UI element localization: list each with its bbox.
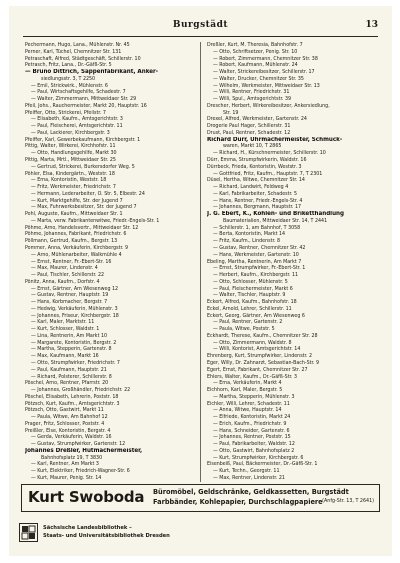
left-column [25, 42, 195, 482]
directory-entry: Eckert, Alfred, Kaufm., Bahnhofstr. 18 [207, 299, 297, 306]
directory-page [9, 6, 392, 556]
directory-entry: — Martha, Stepperin, Gartenstr. 8 [31, 346, 112, 353]
directory-entry: — Johannes, Friseur, Kirchbergstr. 18 [31, 312, 119, 319]
directory-entry: Ehlers, Walter, Kaufm., Dr.-Gäfß-Str. 3 [207, 373, 298, 380]
directory-entry: — Robert, Zimmermann, Chemnitzer Str. 38 [213, 55, 318, 62]
directory-entry: Bahnhofsplatz 19, T 3830 [41, 454, 103, 461]
directory-entry: — Margarete, Kontoristin, Bergstr. 2 [31, 339, 117, 346]
directory-entry: — Emil, Strickwirk., Mühlenstr. 6 [31, 82, 108, 89]
directory-entry: — Gustav, Rentner, Hauptstr. 19 [31, 292, 109, 299]
header-rule [23, 36, 378, 37]
directory-entry: — Willi, Kontorist, Amtsgerichtstr. 14 [213, 346, 301, 353]
directory-entry: — Paul, Fabrikarbeiter, Waldstr. 12 [213, 441, 295, 448]
directory-entry: — Lina, Rentnerin, Am Markt 10 [31, 332, 108, 339]
footer-line-2: Staats- und Universitätsbibliothek Dresden [43, 533, 170, 539]
directory-entry: Ebeling, Martha, Rentnerin, Am Markt 7 [207, 258, 302, 265]
directory-entry: — Hermann, Lederarbeiter, O. Str. 5, Elbestr. 24 [31, 190, 145, 197]
footer-line-1: Sächsische Landesbibliothek – [43, 525, 132, 531]
directory-entry: Richard Dürr, Uhrmachermeister, Schmuck- [207, 136, 343, 143]
directory-entry: — Willi, Rentner, Friedrichstr. 31 [213, 89, 290, 96]
page-title: Burgstädt [172, 20, 229, 30]
directory-entry: — Richard, H., Kürschnermeister, Schillerstr. 10 [213, 150, 326, 157]
directory-entry: — Otto, Zimmermann, Waldstr. 8 [213, 339, 292, 346]
directory-entry: Drescher, Herbert, Wirkereibesitzer, Ankersiedlung, [207, 102, 330, 109]
directory-entry: — Johannes, Bergmann, Hauptstr. 17 [213, 204, 302, 211]
directory-entry: — Hans, Rentner, Friedr.-Engels-Str. 4 [213, 197, 303, 204]
library-logo-icon [19, 523, 38, 542]
directory-entry: — Elfriede, Kontoristin, Markt 24 [213, 414, 291, 421]
directory-entry: Baumaterialien, Mittweidaer Str. 14, T 2441 [223, 217, 328, 224]
directory-entry: Eichler, Willi, Lehrer, Schadestr. 11 [207, 400, 290, 407]
directory-entry: — Paul, Wirtschaftsgehilfe, Schadestr. 7 [31, 89, 126, 96]
advert-line-1 [153, 488, 349, 496]
directory-entry: Pfeiffer, Karl, Gewerbekaufmann, Kirchbergstr. 1 [25, 136, 141, 143]
directory-entry: — Paul, Fleischermeister, Markt 6 [213, 285, 293, 292]
directory-entry: — Erna, Verkäuferin, Markt 4 [213, 380, 282, 387]
directory-entry: Dreßler, Kurt, M. Theresia, Bahnhofstr. 7 [207, 42, 303, 48]
directory-entry: Drust, Paul, Rentner, Schadestr. 12 [207, 129, 291, 136]
advert-brand: Kurt Swoboda [28, 488, 145, 506]
directory-entry: Pittig, Marta, Mrtl., Mittweidaer Str. 25 [25, 157, 116, 164]
directory-entry: — Bruno Dittrich, Sappenfabrikant, Anker- [25, 69, 159, 76]
directory-entry: — Martha, Stepperin, Mühlenstr. 3 [213, 393, 295, 400]
directory-entry: Pittig, Walter, Wirkerei, Kirchhofstr. 11 [25, 143, 116, 150]
directory-entry: — Anna, Witwe, Hauptstr. 14 [213, 407, 282, 414]
directory-entry: — Kurt, Strumpfwirker, Kirchbergstr. 6 [213, 454, 304, 461]
directory-entry: Pöschel, Elisabeth, Lehrerin, Poststr. 18 [25, 393, 119, 400]
directory-entry: — Gottfried, Fritz, Kaufm., Hauptstr. 7, T 2301 [213, 170, 323, 177]
directory-entry: Dürrbeck, Frieda, Kontoristin, Weststr. 3 [207, 163, 302, 170]
directory-entry: — Otto, Strumpfwirker, Friedrichstr. 7 [31, 359, 120, 366]
directory-entry: — Karl, Rentner, Am Markt 3 [31, 461, 99, 468]
directory-entry: — Gertrud, Strickerei, Burkersdorfer Weg. 5 [31, 163, 135, 170]
directory-entry: Pötzsch, Otto, Gastwirt, Markt 11 [25, 407, 104, 414]
directory-entry: Ehrenberg, Kurt, Strumpfwirker, Lindenstr. 2 [207, 353, 313, 360]
directory-entry: — Max, Maurer, Lindenstr. 4 [31, 265, 98, 272]
directory-entry: Pöschel, Arno, Rentner, Pfarrstr. 20 [25, 380, 109, 387]
directory-entry: — Herbert, Kaufm., Kirchbergstr. 11 [213, 272, 299, 279]
directory-entry: — Karl, Fabrikarbeiter, Schadestr. 5 [213, 190, 298, 197]
directory-entry: — Kurt, Marktgehilfe, Str. der Jugend 7 [31, 197, 123, 204]
directory-entry: — Paul, Rentner, Gartenstr. 2 [213, 319, 283, 326]
directory-entry: — Walter, Tischler, Hauptstr. 9 [213, 292, 286, 299]
directory-entry: Eisenbeiß, Paul, Bäckermeister, Dr.-Gäfß-Str. 1 [207, 461, 318, 468]
directory-entry: — Max, Rentner, Lindenstr. 21 [213, 475, 285, 481]
directory-entry: Drexel, Alfred, Werkmeister, Gartenstr. 24 [207, 116, 307, 123]
directory-entry: — Paul, Lackierer, Kirchbergstr. 3 [31, 129, 110, 136]
directory-entry: — Paul, Kaufmann, Hauptstr. 21 [31, 366, 107, 373]
directory-entry: Eckert, Georg, Gärtner, Am Wiesenweg 6 [207, 312, 305, 319]
directory-entry: Eckhardt, Therese, Kaufm., Chemnitzer Str. 28 [207, 332, 318, 339]
directory-entry: Johannes Dreßler, Hutmachermeister, [25, 447, 143, 454]
directory-entry: — Hans, Schneider, Gartenstr. 6 [213, 427, 290, 434]
directory-entry: — Elisabeth, Kaufm., Amtsgerichtstr. 3 [31, 116, 123, 123]
directory-entry: Eckel, Arnold, Lehrer, Schillerstr. 11 [207, 305, 292, 312]
directory-entry: Pohl, Auguste, Kaufm., Mittweidaer Str. 1 [25, 211, 123, 218]
directory-entry: Prager, Fritz, Schlosser, Poststr. 4 [25, 420, 105, 427]
directory-entry: — Otto, Gastwirt, Bahnhofsplatz 2 [213, 447, 295, 454]
directory-entry: — Paul, Fleischerei, Amtsgerichtstr. 11 [31, 123, 123, 130]
advert-address: (Anfg-Str. 13, T 2641) [322, 499, 374, 504]
directory-entry: — Ernst, Gärtner, Am Wiesenweg 12 [31, 285, 119, 292]
page-header [9, 20, 392, 34]
directory-entry: Pfeil, Johs., Rauchermeister, Markt 20, Hauptstr. 16 [25, 102, 147, 109]
directory-entry: Str. 19 [223, 109, 239, 116]
directory-entry: — Max, Kaufmann, Markt 16 [31, 353, 99, 360]
directory-entry: — Hans, Werkmeister, Gartenstr. 10 [213, 251, 299, 258]
directory-entry: — Walter, Drucker, Chemnitzer Str. 35 [213, 75, 304, 82]
directory-entry: — Wilhelm, Werkmeister, Mittweidaer Str. 13 [213, 82, 320, 89]
directory-entry: — Fritz, Kaufm., Lindenstr. 8 [213, 238, 280, 245]
directory-entry: Dürr, Emma, Strumpfwirkerin, Waldstr. 16 [207, 157, 307, 164]
directory-entry: — Erna, Kontoristin, Weststr. 18 [31, 177, 107, 184]
directory-entry: — Otto, Schlosser, Mühlenstr. 5 [213, 278, 288, 285]
library-footer [19, 522, 269, 548]
directory-entry: — Gustav, Rentner, Chemnitzer Str. 42 [213, 244, 306, 251]
directory-entry: — Kurt, Elektriker, Friedrich-Wagner-Str. 6 [31, 468, 130, 475]
directory-entry: Pechermann, Hugo, Lana., Mühlenstr. Nr. 45 [25, 42, 130, 48]
directory-entry: — Max, Fuhrwerksbesitzer, Str. der Jugend 7 [31, 204, 137, 211]
directory-entry: — Fritz, Werkmeister, Friedrichstr. 7 [31, 184, 116, 191]
directory-entry: — Paula, Witwe, Am Bahnhof 12 [31, 414, 108, 421]
directory-entry: — Paula, Witwe, Poststr. 5 [213, 326, 275, 333]
directory-entry: Eichhorn, Karl, Maler, Bergstr. 5 [207, 387, 283, 394]
directory-entry: — Kurt, Techn., Georgstr. 11 [213, 468, 280, 475]
directory-entry: — Otto, Handlungsgehilfe, Markt 30 [31, 150, 117, 157]
page-number: 13 [365, 20, 378, 30]
directory-entry: — Richard, Polsterer, Schillerstr. 8 [31, 373, 112, 380]
right-column [207, 42, 377, 482]
advert-line-2: Farbbänder, Kohlepapier, Durchschlagpapiere [153, 498, 323, 506]
directory-entry: waren, Markt 10, T 2865 [223, 143, 282, 150]
directory-entry: J. G. Ebert, K., Kohlen- und Briketthandlung [207, 211, 345, 218]
directory-entry: Pötzsch, Kurt, Kaufm., Amtsgerichtstr. 3 [25, 400, 120, 407]
directory-entry: — Paul, Tischler, Schillerstr. 22 [31, 272, 105, 279]
directory-entry: — Hedwig, Verkäuferin, Mühlenstr. 3 [31, 305, 118, 312]
directory-entry: — Berta, Kontoristin, Markt 14 [213, 231, 286, 238]
directory-entry: — Arno, Mühlenarbeiter, Walkmühle 4 [31, 251, 122, 258]
directory-entry: — Kurt, Schlosser, Waldstr. 1 [31, 326, 100, 333]
directory-entry: Düsel, Hertha, Witwe, Chemnitzer Str. 14 [207, 177, 305, 184]
directory-entry: — Marta, verw. Fabrikantenwitwe, Friedr.-Engels-Str. 1 [31, 217, 160, 224]
directory-entry: — Hans, Korbmacher, Bergstr. 7 [31, 299, 108, 306]
directory-entry: Pöhme, Johannes, Fabrikant, Friedrichstr. 6 [25, 231, 127, 238]
directory-entry: — Erich, Kaufm., Friedrichstr. 9 [213, 420, 287, 427]
advertisement [21, 484, 380, 512]
directory-entry: — Gustav, Strumpfwirker, Gartenstr. 12 [31, 441, 126, 448]
directory-entry: — Walter, Zimmermann, Mittweidaer Str. 29 [31, 96, 137, 103]
directory-entry: — Walter, Strickereibesitzer, Schillerstr. 17 [213, 69, 315, 76]
directory-entry: — Otto, Schriftsetzer, Penig. Str. 10 [213, 48, 298, 55]
directory-entry: Pönitz, Anna, Kaufm., Dorfstr. 4 [25, 278, 100, 285]
directory-entry: — Gerda, Verkäuferin, Waldstr. 16 [31, 434, 112, 441]
directory-entry: — Richard, Landwirt, Feldweg 4 [213, 184, 289, 191]
directory-entry: — Ernst, Strumpfwirker, Fr.-Ebert-Str. 1 [213, 265, 306, 272]
directory-entry: Petraschaft, Alfred, Städtgeschäft, Schillerstr. 10 [25, 55, 141, 62]
directory-entry: Pommer, Anna, Verkäuferin, Kirchbergstr. 9 [25, 244, 128, 251]
advert-line-1-right: Burgstädt [311, 488, 349, 496]
directory-entry: — Robert, Kaufmann, Mühlenstr. 24 [213, 62, 298, 69]
directory-entry: — Willi, Spul., Amtsgerichtstr. 39 [213, 96, 292, 103]
directory-entry: Pöhme, Arno, Handelsvertr., Mittweidaer Str. 12 [25, 224, 139, 231]
directory-entry: — Johannes, Rentner, Poststr. 15 [213, 434, 291, 441]
directory-entry: Drogerie Paul Hager, Schillerstr. 31 [207, 123, 291, 130]
column-divider [200, 42, 201, 482]
directory-entry: Preißler, Else, Kontoristin, Bergstr. 4 [25, 427, 111, 434]
directory-entry: Pöllmann, Gertrud, Kaufm., Bergstr. 13 [25, 238, 118, 245]
advert-line-1-text: Büromöbel, Geldschränke, Geldkassetten, [153, 488, 310, 496]
directory-entry: — Schillerstr. 1, am Bahnhof, T 3058 [213, 224, 301, 231]
directory-entry: Petrasch, Fritz, Lana., Dr.-Gäfß-Str. 5 [25, 62, 112, 69]
directory-entry: — Kurt, Maurer, Penig. Str. 14 [31, 475, 102, 481]
directory-entry: — Karl, Maler, Marktstr. 11 [31, 319, 95, 326]
directory-entry: Pfeiffer, Otto, Strickerei, Pfeilstr. 7 [25, 109, 106, 116]
directory-entry: Pöhler, Elsa, Kindergärtn., Weststr. 18 [25, 170, 115, 177]
directory-entry: Egert, Ernst, Fabrikant, Chemnitzer Str. 27 [207, 366, 308, 373]
directory-entry: siedlungsstr. 3, T 2250 [41, 75, 96, 82]
directory-entry: Eger, Willy, Dr. Zahnarzt, Sebastian-Bach-Str. 9 [207, 359, 320, 366]
directory-entry: — Johannes, Großhändler, Friedrichstr. 22 [31, 387, 131, 394]
directory-entry: — Ernst, Rentner, Fr.-Ebert-Str. 16 [31, 258, 112, 265]
directory-entry: Perner, Karl, Tüchel, Chemnitzer Str. 131 [25, 48, 122, 55]
